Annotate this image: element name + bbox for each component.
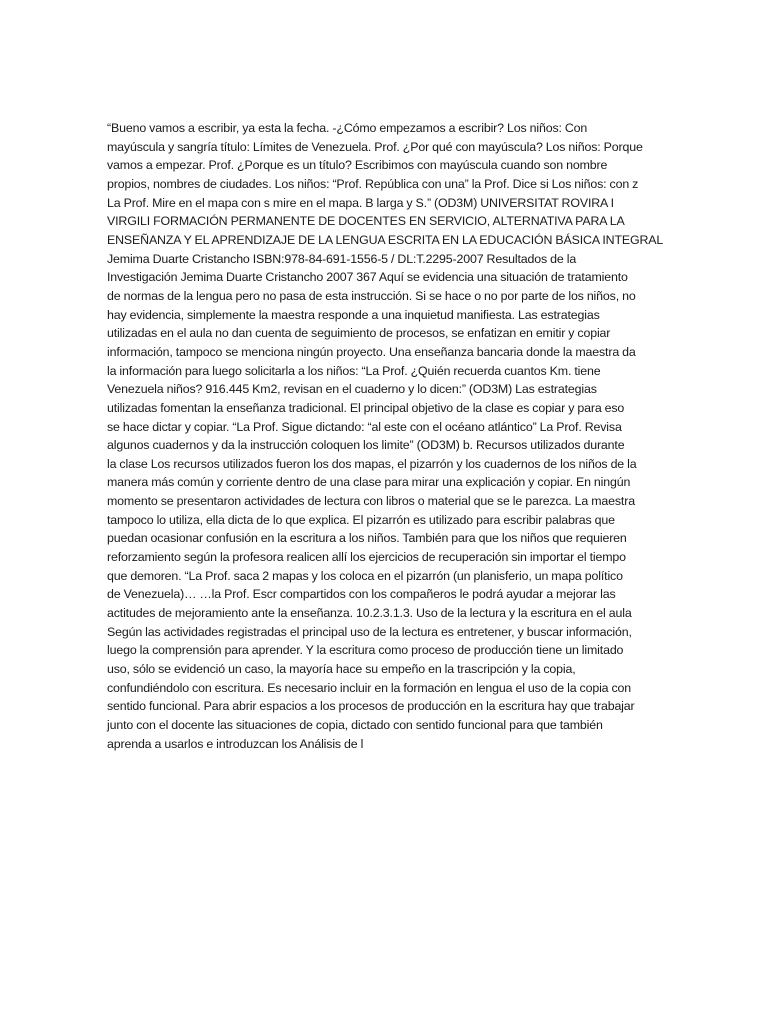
text-line: de Venezuela)… …la Prof. Escr compartidos con los compañeros le podrá ayudar a mejorar las <box>107 587 616 602</box>
text-line: Venezuela niños? 916.445 Km2, revisan en el cuaderno y lo dicen:” (OD3M) Las estrategias <box>107 382 597 397</box>
text-line: Jemima Duarte Cristancho ISBN:978-84-691-1556-5 / DL:T.2295-2007 Resultados de la <box>107 251 577 266</box>
text-line: La Prof. Mire en el mapa con s mire en el mapa. B larga y S.” (OD3M) UNIVERSITAT ROVIRA I <box>107 195 614 210</box>
text-line: luego la comprensión para aprender. Y la escritura como proceso de producción tiene un limitado <box>107 643 624 658</box>
text-line: confundiéndolo con escritura. Es necesario incluir en la formación en lengua el uso de la copia con <box>107 680 632 695</box>
text-line: que demoren. “La Prof. saca 2 mapas y los coloca en el pizarrón (un planisferio, un mapa político <box>107 568 623 583</box>
text-line: información, tampoco se menciona ningún proyecto. Una enseñanza bancaria donde la maestra da <box>107 344 636 359</box>
text-line: Investigación Jemima Duarte Cristancho 2007 367 Aquí se evidencia una situación de tratamiento <box>107 270 628 285</box>
text-line: sentido funcional. Para abrir espacios a los procesos de producción en la escritura hay que trabajar <box>107 699 635 714</box>
text-line: ENSEÑANZA Y EL APRENDIZAJE DE LA LENGUA ESCRITA EN LA EDUCACIÓN BÁSICA INTEGRAL <box>107 232 664 247</box>
text-line: manera más común y corriente dentro de una clase para mirar una explicación y copiar. En ningún <box>107 475 631 490</box>
text-line: vamos a empezar. Prof. ¿Porque es un título? Escribimos con mayúscula cuando son nombre <box>107 158 608 173</box>
text-line: se hace dictar y copiar. “La Prof. Sigue dictando: “al este con el océano atlántico” La Prof. Revisa <box>107 419 622 434</box>
text-line: utilizadas fomentan la enseñanza tradicional. El principal objetivo de la clase es copiar y para eso <box>107 400 625 415</box>
body-text <box>107 119 663 753</box>
text-line: utilizadas en el aula no dan cuenta de seguimiento de procesos, se enfatizan en emitir y copiar <box>107 326 611 341</box>
text-line: actitudes de mejoramiento ante la enseñanza. 10.2.3.1.3. Uso de la lectura y la escritura en el aula <box>107 606 632 621</box>
text-line: tampoco lo utiliza, ella dicta de lo que explica. El pizarrón es utilizado para escribir palabras que <box>107 512 615 527</box>
text-line: VIRGILI FORMACIÓN PERMANENTE DE DOCENTES EN SERVICIO, ALTERNATIVA PARA LA <box>107 214 625 229</box>
text-line: reforzamiento según la profesora realicen allí los ejercicios de recuperación sin importar el tiempo <box>107 550 626 565</box>
text-line: uso, sólo se evidenció un caso, la mayoría hace su empeño en la trascripción y la copia, <box>107 662 576 677</box>
text-line: la clase Los recursos utilizados fueron los dos mapas, el pizarrón y los cuadernos de los niños de la <box>107 456 637 471</box>
text-line: Según las actividades registradas el principal uso de la lectura es entretener, y buscar información, <box>107 624 632 639</box>
text-line: aprenda a usarlos e introduzcan los Análisis de l <box>107 736 364 751</box>
text-line: algunos cuadernos y da la instrucción coloquen los limite” (OD3M) b. Recursos utilizados durante <box>107 438 625 453</box>
text-line: “Bueno vamos a escribir, ya esta la fecha. -¿Cómo empezamos a escribir? Los niños: Con <box>107 121 588 135</box>
text-line: momento se presentaron actividades de lectura con libros o material que se le parezca. La maestra <box>107 494 635 509</box>
text-line: mayúscula y sangría título: Límites de Venezuela. Prof. ¿Por qué con mayúscula? Los niños: Porque <box>107 139 643 154</box>
text-line: propios, nombres de ciudades. Los niños: “Prof. República con una” la Prof. Dice si Los niños: con z <box>107 176 639 191</box>
text-line: hay evidencia, simplemente la maestra responde a una inquietud manifiesta. Las estrategias <box>107 307 600 322</box>
text-line: de normas de la lengua pero no pasa de esta instrucción. Si se hace o no por parte de los niños, no <box>107 288 636 303</box>
text-line: la información para luego solicitarla a los niños: “La Prof. ¿Quién recuerda cuantos Km. tiene <box>107 363 601 378</box>
text-line: puedan ocasionar confusión en la escritura a los niños. También para que los niños que requieren <box>107 531 627 546</box>
text-line: junto con el docente las situaciones de copia, dictado con sentido funcional para que también <box>107 718 603 732</box>
